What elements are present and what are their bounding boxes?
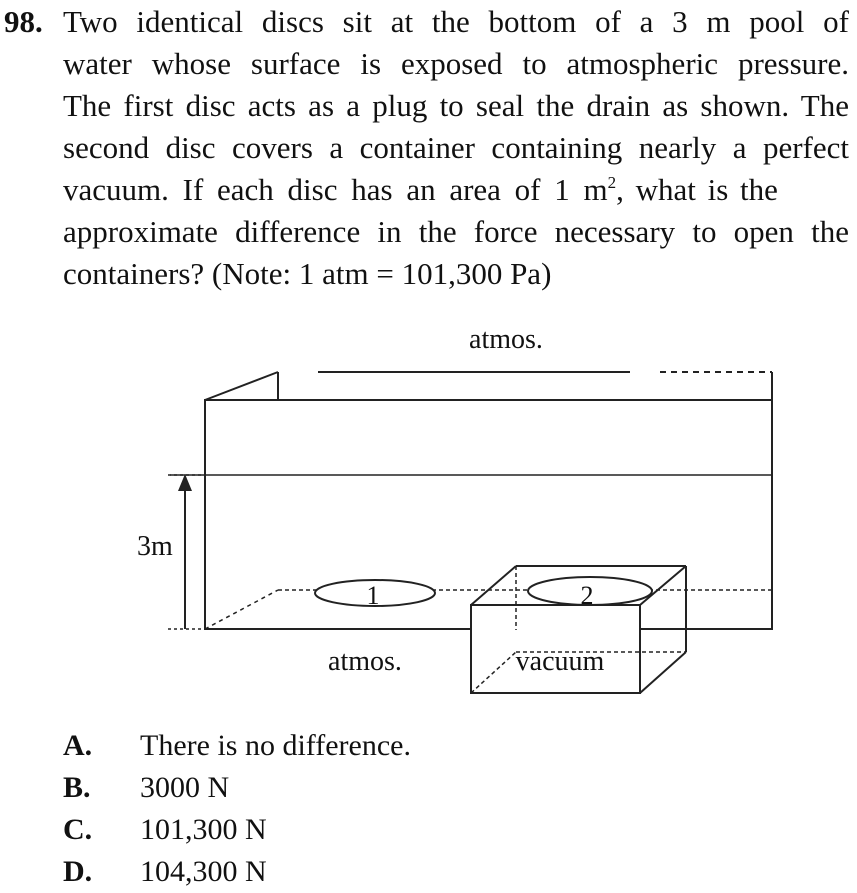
arrow-head-icon <box>178 474 192 491</box>
question-line-7: containers? (Note: 1 atm = 101,300 Pa) <box>63 256 552 291</box>
depth-label: 3m <box>137 531 173 562</box>
option-c-letter: C. <box>63 813 93 846</box>
question-line-6: approximate difference in the force necessary to open the <box>63 214 849 249</box>
question-line-2: water whose surface is exposed to atmospheric pressure. <box>63 46 849 81</box>
option-b-letter: B. <box>63 771 91 804</box>
atmos-bottom-label: atmos. <box>328 646 402 677</box>
disc-1-label: 1 <box>366 581 380 610</box>
option-a-text: There is no difference. <box>140 729 411 762</box>
question-line-1: Two identical discs sit at the bottom of a 3 m pool of <box>63 4 849 39</box>
option-a-letter: A. <box>63 729 93 762</box>
question-number: 98. <box>4 4 43 39</box>
disc-2-label: 2 <box>580 581 594 610</box>
option-d-text: 104,300 N <box>140 855 267 888</box>
question-line-4: second disc covers a container containing nearly a perfect <box>63 130 849 165</box>
atmos-top-label: atmos. <box>469 324 543 355</box>
option-d-letter: D. <box>63 855 93 888</box>
option-c-text: 101,300 N <box>140 813 267 846</box>
question-line-5-tail: , what is the <box>616 172 778 207</box>
area-exponent: 2 <box>607 173 617 192</box>
option-b-text: 3000 N <box>140 771 230 804</box>
vacuum-label: vacuum <box>515 646 605 677</box>
question-line-3: The first disc acts as a plug to seal the drain as shown. The <box>63 88 849 123</box>
question-line-5-main: vacuum. If each disc has an area of 1 m <box>63 172 608 207</box>
